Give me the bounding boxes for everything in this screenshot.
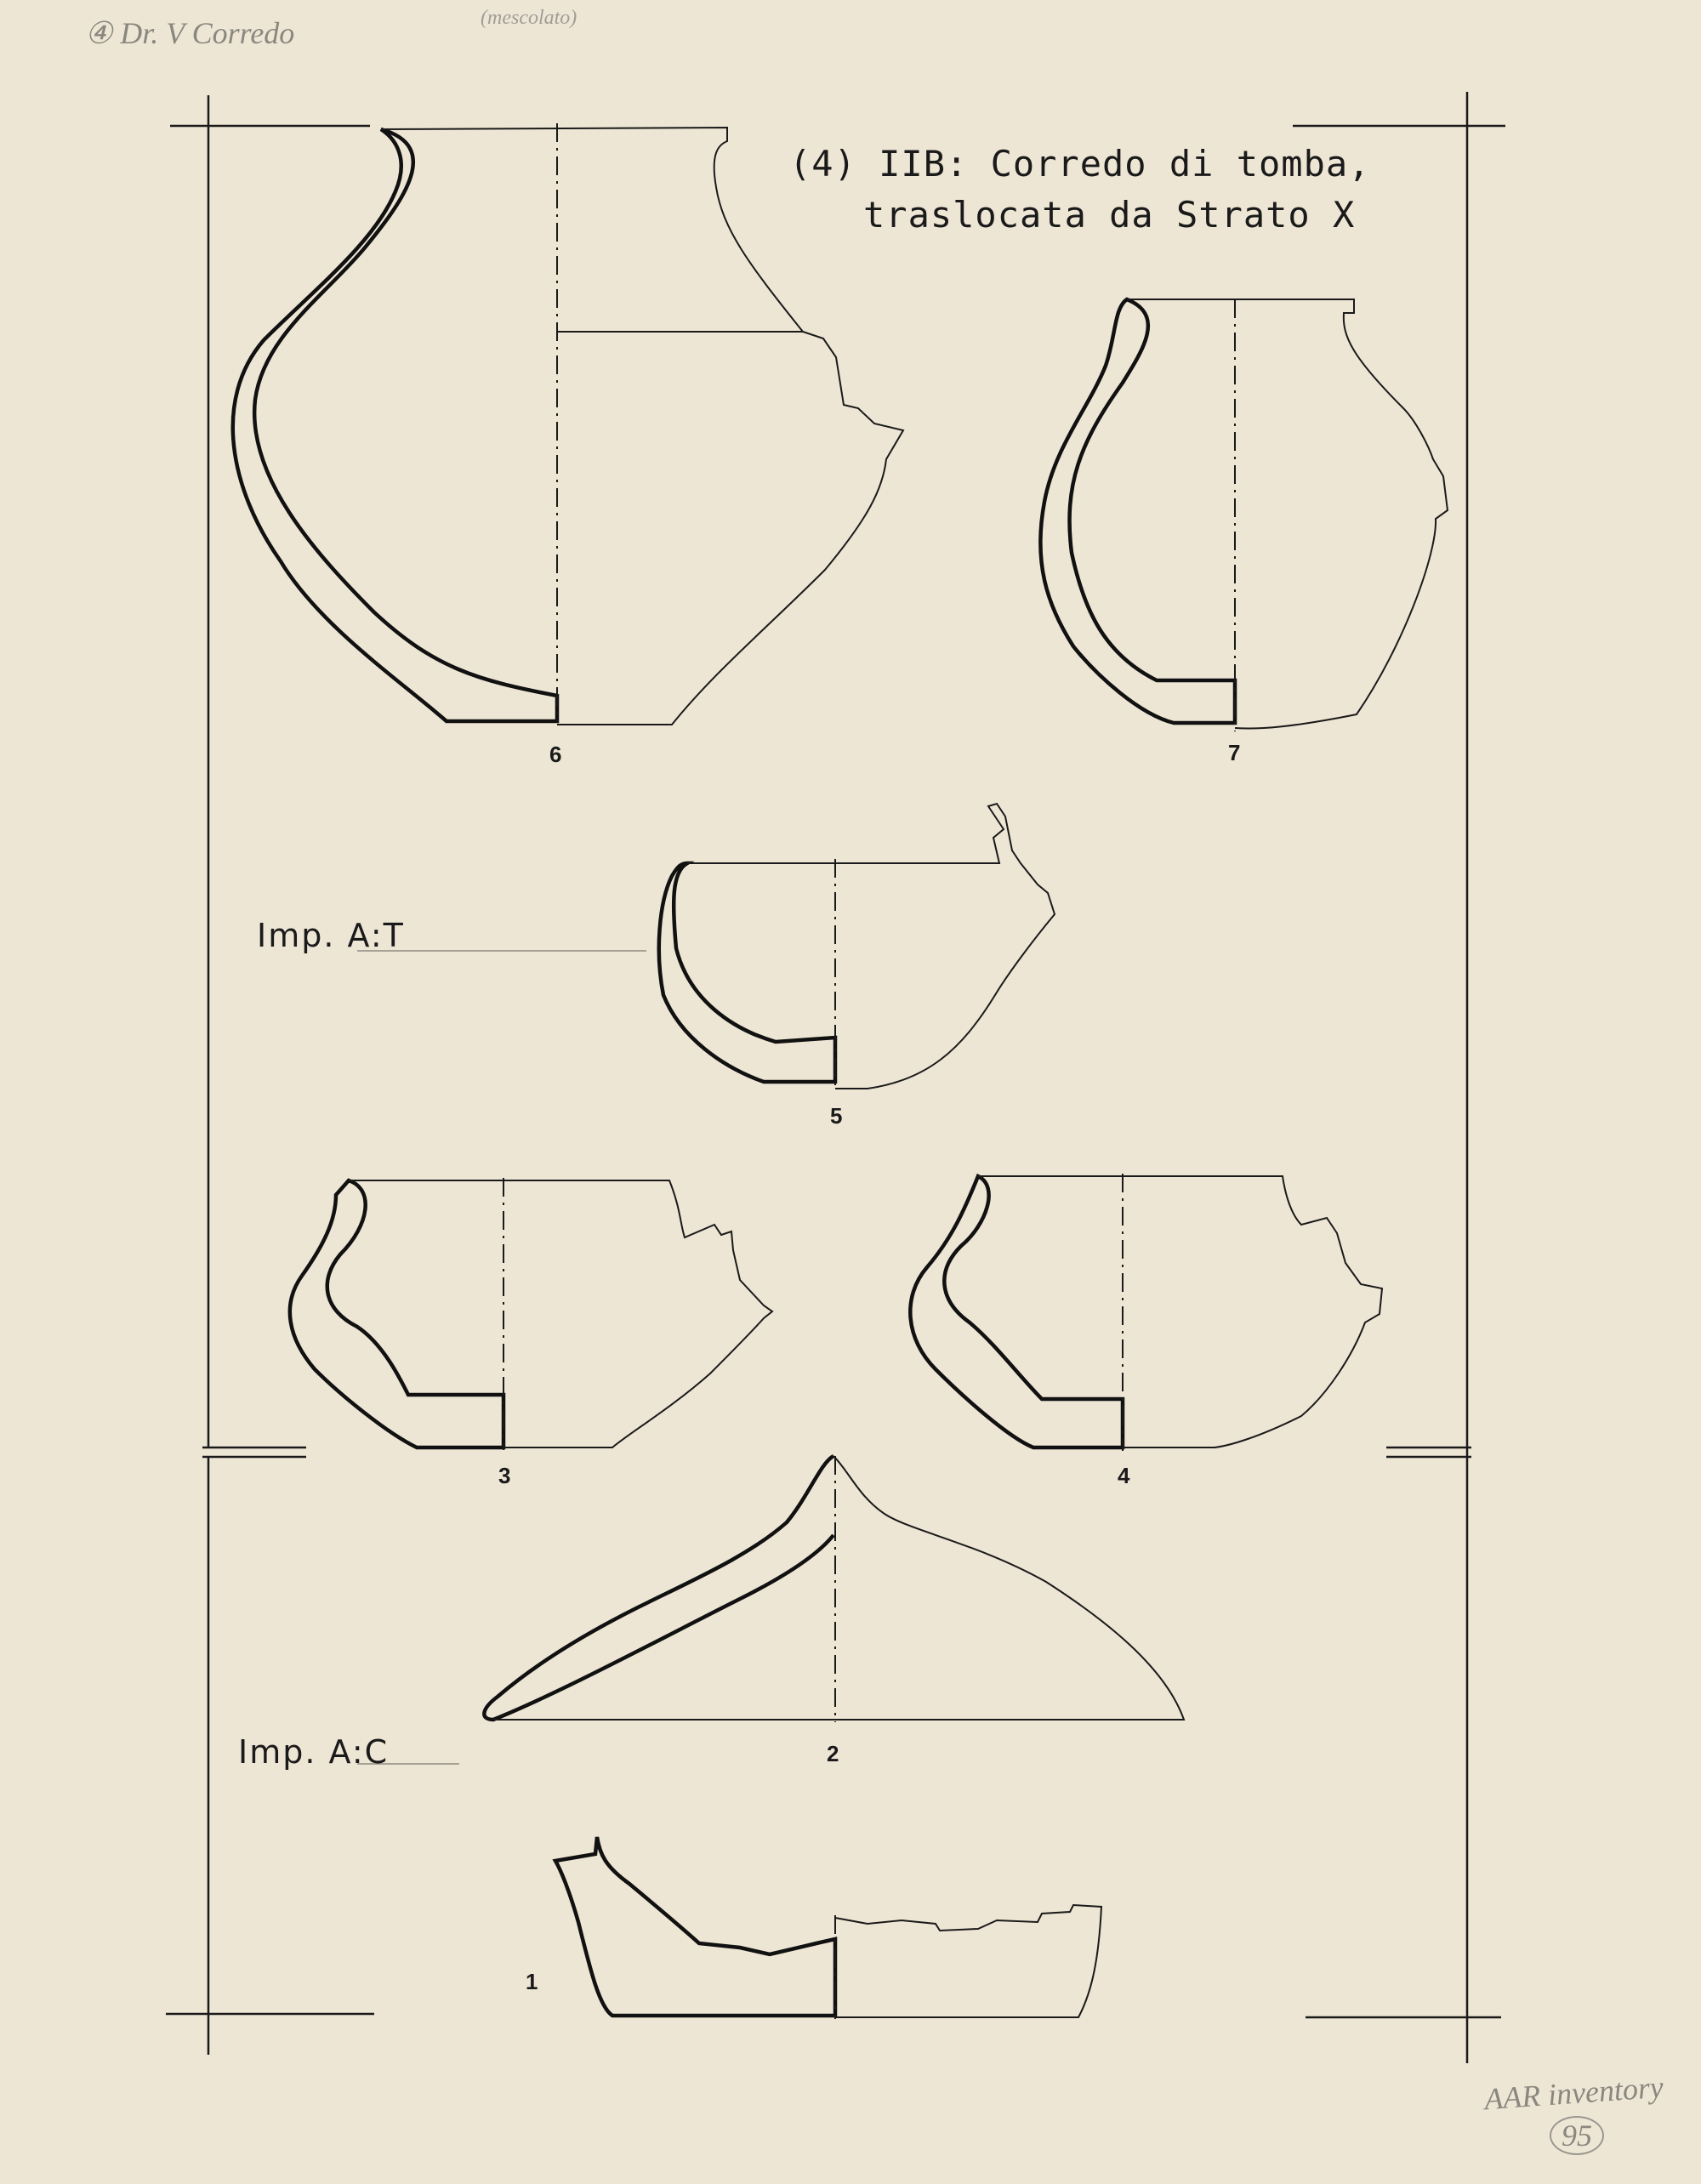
inventory-stamp: AAR inventory <box>1482 2069 1665 2117</box>
vessel-4-drawing <box>910 1174 1382 1451</box>
figure-number-5: 5 <box>830 1103 843 1129</box>
vessel-5-drawing <box>659 804 1055 1090</box>
plate-title-line-1: (4) IIB: Corredo di tomba, <box>789 143 1371 185</box>
plate-title-line-2: traslocata da Strato X <box>863 194 1356 236</box>
vessel-7-drawing <box>1040 299 1448 731</box>
figure-number-3: 3 <box>498 1463 511 1488</box>
figure-number-1: 1 <box>526 1969 538 1994</box>
figure-number-7: 7 <box>1228 740 1241 765</box>
vessel-6-drawing <box>233 123 903 725</box>
pencil-header-note: (mescolato) <box>481 7 577 29</box>
vessel-2-drawing <box>484 1456 1184 1722</box>
label-imp-at: Imp. A:T <box>257 917 405 954</box>
inventory-number: 95 <box>1550 2116 1604 2155</box>
figure-number-6: 6 <box>549 742 562 767</box>
vessel-3-drawing <box>290 1178 772 1450</box>
label-imp-ac: Imp. A:C <box>238 1733 390 1771</box>
pencil-header: ④ Dr. V Corredo <box>85 16 295 50</box>
figure-number-2: 2 <box>827 1741 839 1766</box>
figure-number-4: 4 <box>1118 1463 1130 1488</box>
vessel-1-drawing <box>555 1837 1101 2019</box>
